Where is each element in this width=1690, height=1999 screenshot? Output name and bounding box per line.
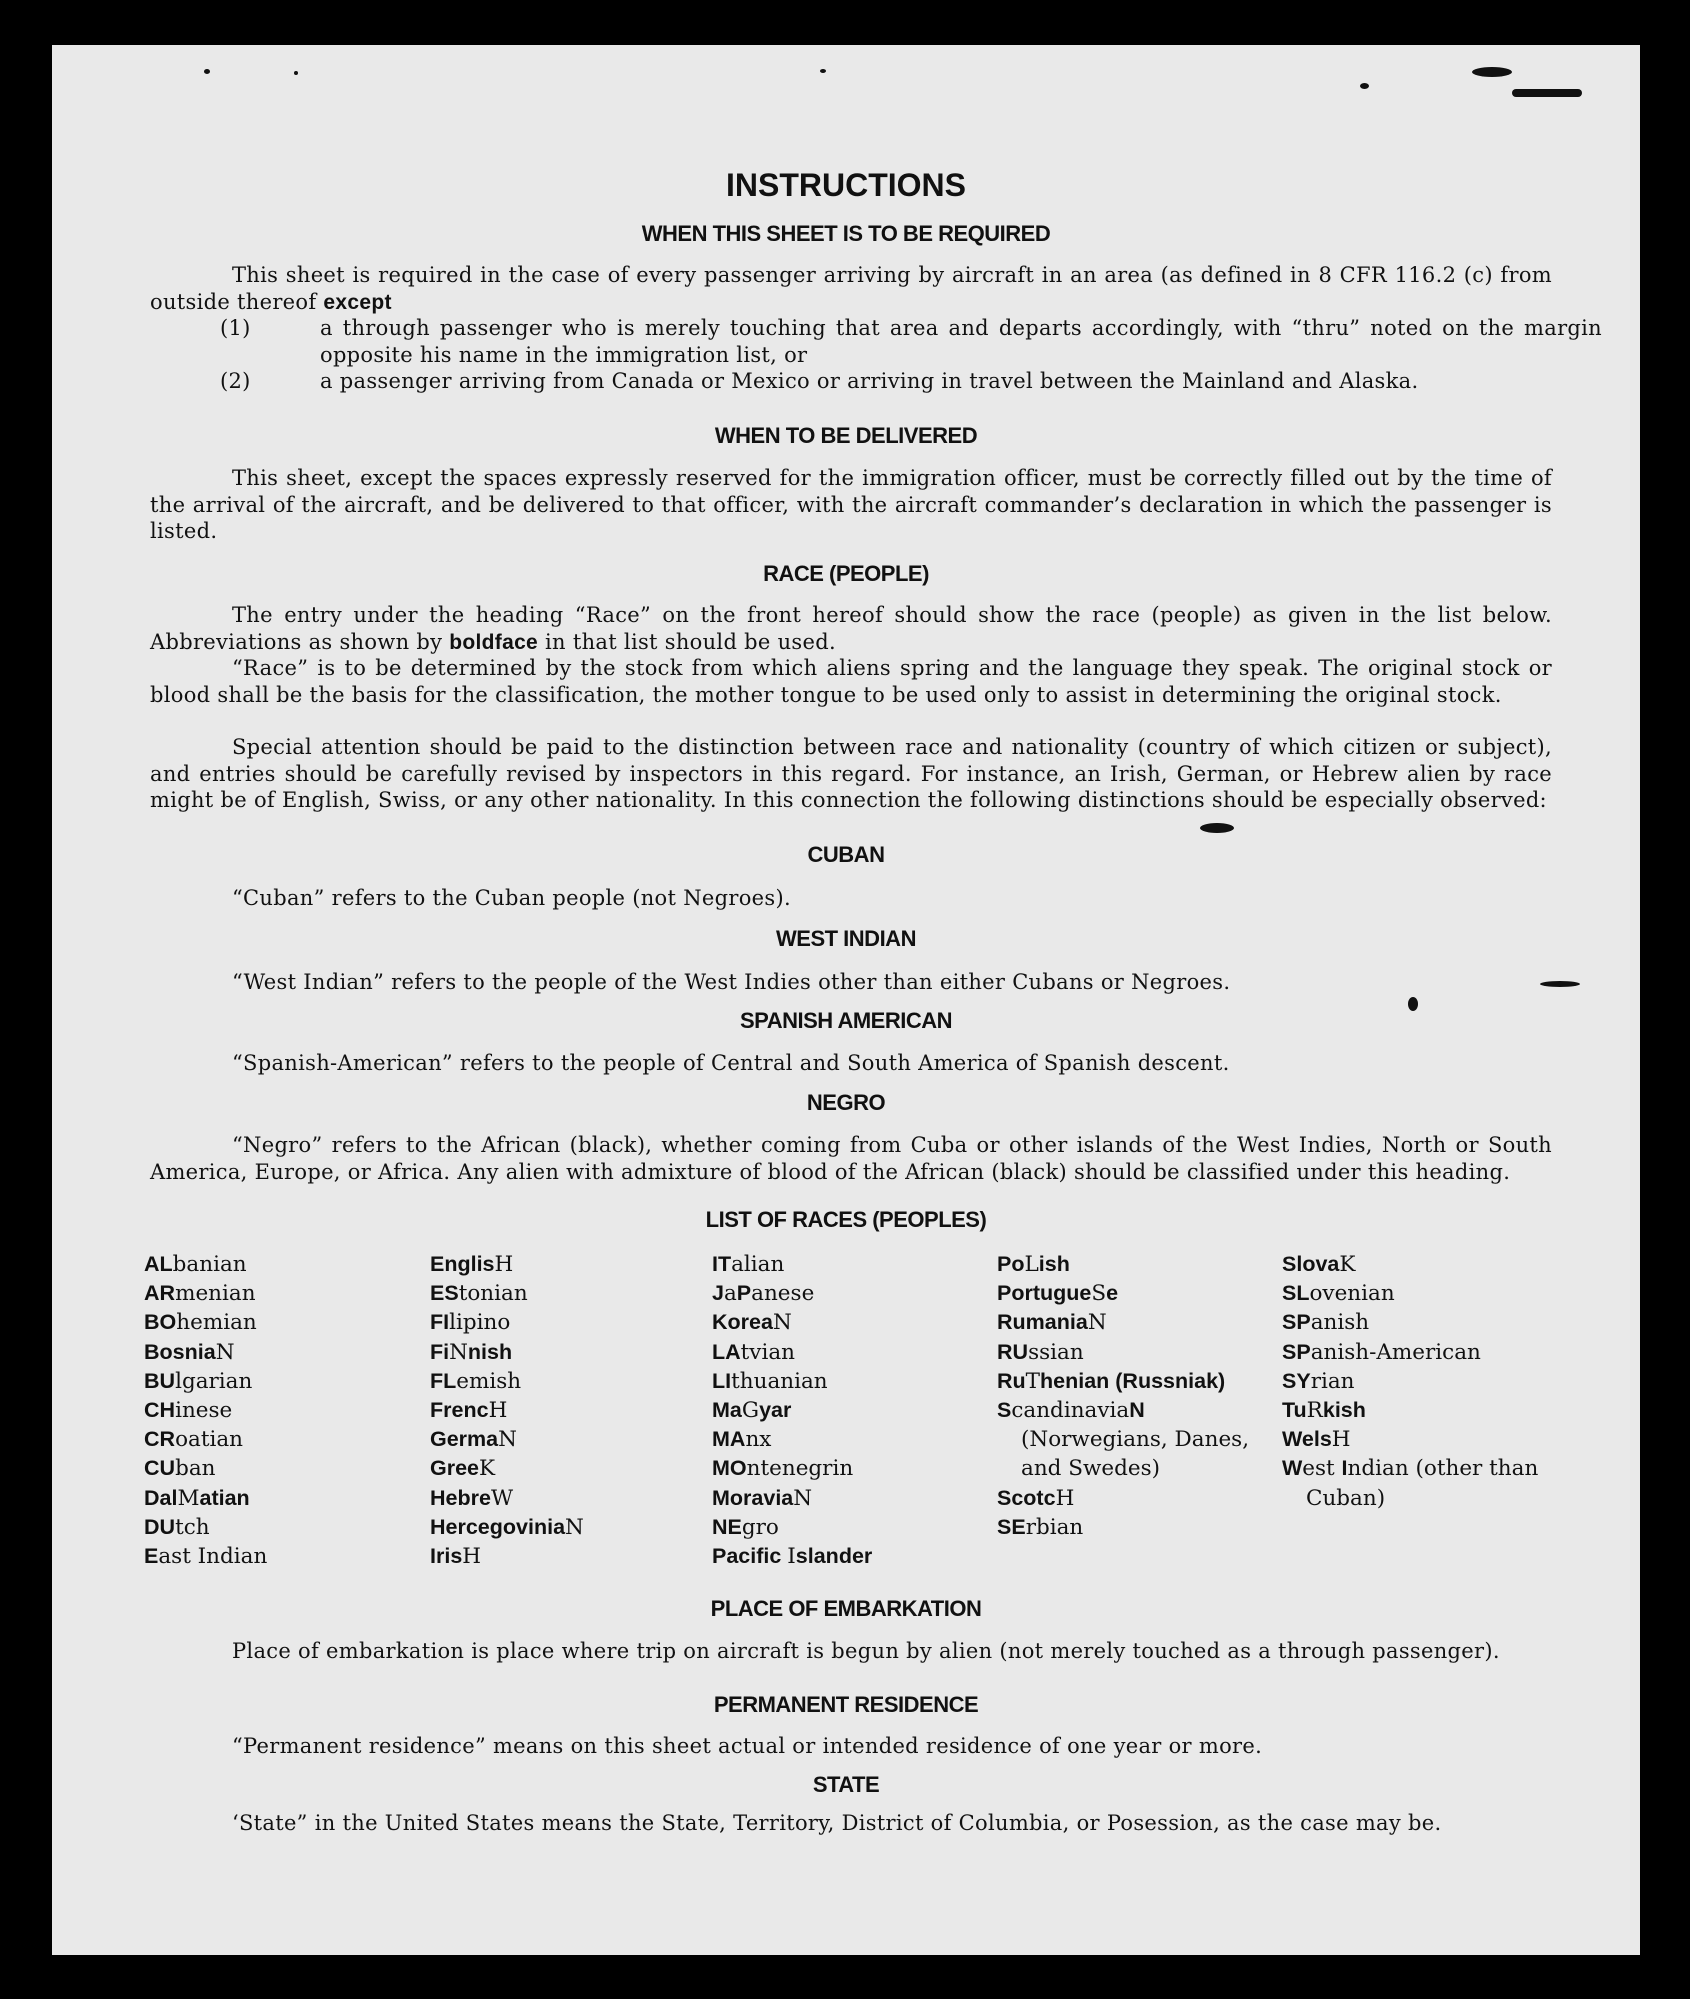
race-rest: N [498, 1427, 517, 1453]
race-rest: alian [731, 1252, 785, 1277]
race-entry [712, 1250, 982, 1279]
race-abbrev: slander [795, 1544, 873, 1569]
race-abbrev: CR [144, 1427, 176, 1452]
race-abbrev: LA [712, 1339, 741, 1364]
race-abbrev: N [1129, 1398, 1145, 1423]
race-entry [712, 1513, 982, 1542]
race-rest: ssian [1028, 1339, 1084, 1365]
race-entry [712, 1454, 982, 1483]
race-rest: H [1331, 1427, 1351, 1453]
race-rest: S [1091, 1281, 1107, 1307]
race-entry [144, 1396, 414, 1425]
race-abbrev: IT [712, 1252, 732, 1276]
race-abbrev: RU [997, 1339, 1029, 1364]
race-entry [430, 1425, 700, 1454]
race-entry [430, 1513, 700, 1542]
race-rest: anish-American [1310, 1339, 1481, 1365]
scan-speck [1512, 89, 1582, 97]
races-list-heading: LIST OF RACES (PEOPLES) [705, 1207, 987, 1232]
west-indian-text: “West Indian” refers to the people of the West Indies other than either Cubans or Negroes. [232, 970, 1231, 994]
race-entry [997, 1338, 1265, 1367]
race-abbrev: Korea [712, 1310, 773, 1335]
race-abbrev: Bosnia [144, 1339, 216, 1364]
race-rest: I [787, 1544, 796, 1570]
race-entry [997, 1308, 1265, 1337]
spanish-american-text: “Spanish-American” refers to the people of Central and South America of Spanish descent. [232, 1051, 1230, 1075]
race-abbrev: SP [1282, 1310, 1311, 1335]
race-rest: ban [175, 1456, 216, 1482]
race-rest: K [1339, 1252, 1356, 1277]
race-rest: N [565, 1514, 584, 1540]
page-title: INSTRUCTIONS [726, 167, 966, 203]
race-abbrev: S [997, 1398, 1012, 1423]
race-abbrev: atian [199, 1485, 250, 1510]
race-rest: (Norwegians, Danes, and Swedes) [1021, 1427, 1250, 1482]
race-abbrev: Scotc [997, 1485, 1056, 1510]
scan-speck [1360, 83, 1369, 89]
race-abbrev: P [736, 1281, 752, 1306]
race-abbrev: ish [1038, 1252, 1070, 1276]
negro-text: “Negro” refers to the African (black), whether coming from Cuba or other islands of the West Indies, North or South America, Europe, or Africa. Any alien with admixture of blood of the African (black) should be classified under this heading. [150, 1133, 1552, 1184]
race-entry [712, 1367, 982, 1396]
document-page [52, 45, 1640, 1955]
race-rest: L [1024, 1252, 1039, 1277]
section-heading-race: RACE (PEOPLE) [763, 561, 929, 586]
embarkation-text: Place of embarkation is place where trip on aircraft is begun by alien (not merely touched as a through passenger). [232, 1639, 1500, 1663]
race-abbrev: Dal [144, 1485, 178, 1510]
race-rest: anish [1310, 1310, 1370, 1336]
race-rest: G [741, 1398, 760, 1424]
race-abbrev: Po [997, 1252, 1025, 1276]
race-abbrev: Fi [430, 1339, 450, 1364]
race-entry [712, 1542, 982, 1571]
race-entry [997, 1279, 1265, 1308]
state-text: ‘State” in the United States means the State, Territory, District of Columbia, or Posession, as the case may be. [232, 1811, 1442, 1835]
race-rest: inese [175, 1398, 233, 1424]
races-column [1282, 1250, 1542, 1513]
race-rest: tvian [740, 1339, 795, 1365]
race-abbrev: Wels [1282, 1427, 1332, 1452]
race-rest: anese [751, 1281, 815, 1307]
race-abbrev: Gree [430, 1456, 480, 1481]
section-heading-residence: PERMANENT RESIDENCE [713, 1692, 979, 1717]
race-abbrev: ES [430, 1281, 459, 1306]
race-entry [1282, 1250, 1542, 1279]
scan-speck [1472, 67, 1512, 77]
race-entry [997, 1513, 1265, 1542]
race-rest: ovenian [1309, 1281, 1395, 1307]
race-abbrev: LI [712, 1368, 732, 1393]
race-rest: menian [175, 1281, 256, 1307]
section-heading-cuban: CUBAN [807, 842, 885, 867]
race-entry [144, 1425, 414, 1454]
residence-text: “Permanent residence” means on this sheet actual or intended residence of one year or more. [232, 1734, 1263, 1758]
race-rest: a [723, 1281, 737, 1307]
race-rest: K [479, 1456, 496, 1482]
race-rest: ntenegrin [746, 1456, 854, 1482]
race-abbrev: Slova [1282, 1252, 1340, 1276]
race-entry [430, 1308, 700, 1337]
race-rest: hemian [176, 1310, 257, 1336]
race-entry [430, 1367, 700, 1396]
races-column [144, 1250, 414, 1571]
race-abbrev: Pacific [712, 1544, 788, 1569]
race-entry [430, 1396, 700, 1425]
scan-speck [1200, 823, 1234, 833]
scan-speck [204, 69, 210, 74]
race-abbrev: Frenc [430, 1398, 489, 1423]
race-abbrev: SP [1282, 1339, 1311, 1364]
race-rest: est [1302, 1456, 1342, 1482]
race-rest: tonian [458, 1281, 528, 1307]
race-entry [430, 1338, 700, 1367]
race-rest: N [449, 1339, 468, 1365]
race-rest: rbian [1025, 1514, 1084, 1540]
race-entry [430, 1542, 700, 1571]
race-entry [1282, 1367, 1542, 1396]
section-heading-west-indian: WEST INDIAN [776, 926, 916, 951]
race-entry [1282, 1396, 1542, 1425]
scan-speck [294, 71, 298, 75]
race-entry [997, 1367, 1265, 1396]
race-rest: banian [172, 1252, 247, 1277]
required-item-1: (1) a through passenger who is merely touching that area and departs accordingly, with “thru” noted on the margin opposite his name in the immigration list, or [220, 316, 1602, 367]
races-column [430, 1250, 700, 1571]
race-rest: N [793, 1485, 813, 1511]
race-entry [712, 1279, 982, 1308]
race-rest: H [488, 1398, 508, 1424]
race-entry [997, 1396, 1265, 1484]
race-rest: T [1025, 1368, 1041, 1394]
race-paragraph-1: The entry under the heading “Race” on the front hereof should show the race (people) as given in the list below. Abbreviations as shown by boldface in that list should be used. [150, 603, 1552, 654]
race-rest: candinavia [1011, 1398, 1130, 1424]
race-rest: lipino [449, 1310, 511, 1336]
race-abbrev: henian (Russniak) [1040, 1368, 1226, 1393]
race-entry [430, 1250, 700, 1279]
race-abbrev: MO [712, 1456, 747, 1481]
race-abbrev: FL [430, 1368, 457, 1393]
race-rest: rian [1310, 1368, 1355, 1394]
race-rest: emish [456, 1368, 522, 1394]
race-abbrev: SL [1282, 1281, 1310, 1306]
race-abbrev: W [1282, 1456, 1303, 1481]
race-rest: ndian (other than Cuban) [1306, 1456, 1539, 1511]
race-rest: nx [745, 1427, 772, 1453]
scan-speck [820, 69, 826, 73]
race-abbrev: kish [1322, 1398, 1366, 1423]
section-heading-negro: NEGRO [806, 1090, 886, 1115]
race-rest: H [462, 1544, 482, 1570]
race-abbrev: NE [712, 1514, 742, 1539]
race-abbrev: DU [144, 1514, 176, 1539]
race-entry [144, 1250, 414, 1279]
race-rest: ast Indian [158, 1544, 268, 1570]
race-paragraph-2: “Race” is to be determined by the stock from which aliens spring and the language they speak. The original stock or blood shall be the basis for the classification, the mother tongue to be used only to assist in determining the original stock. [150, 656, 1552, 707]
race-abbrev: Ma [712, 1398, 742, 1423]
race-entry [1282, 1425, 1542, 1454]
race-entry [712, 1425, 982, 1454]
race-entry [430, 1454, 700, 1483]
race-entry [1282, 1338, 1542, 1367]
race-abbrev: I [1341, 1456, 1348, 1481]
race-abbrev: Hebre [430, 1485, 491, 1510]
race-abbrev: Iris [430, 1544, 463, 1569]
race-entry [712, 1338, 982, 1367]
race-abbrev: nish [467, 1339, 513, 1364]
required-item-2: (2) a passenger arriving from Canada or Mexico or arriving in travel between the Mainland and Alaska. [220, 369, 1419, 393]
section-heading-spanish-american: SPANISH AMERICAN [739, 1008, 952, 1033]
race-rest: H [1055, 1485, 1075, 1511]
race-entry [430, 1484, 700, 1513]
section-heading-delivered: WHEN TO BE DELIVERED [714, 423, 978, 448]
required-intro: This sheet is required in the case of every passenger arriving by aircraft in an area (as defined in 8 CFR 116.2 (c) from outside thereof except [150, 263, 1552, 314]
race-entry [144, 1338, 414, 1367]
section-heading-required: WHEN THIS SHEET IS TO BE REQUIRED [641, 221, 1051, 246]
race-rest: N [772, 1310, 792, 1336]
race-abbrev: AL [144, 1252, 173, 1276]
race-entry [712, 1396, 982, 1425]
race-entry [997, 1250, 1265, 1279]
race-abbrev: MA [712, 1427, 746, 1452]
race-abbrev: AR [144, 1281, 176, 1306]
race-entry [144, 1454, 414, 1483]
race-abbrev: SY [1282, 1368, 1311, 1393]
race-entry [1282, 1308, 1542, 1337]
delivered-text: This sheet, except the spaces expressly reserved for the immigration officer, must be correctly filled out by the time of the arrival of the aircraft, and be delivered to that officer, with the aircraft commander’s declaration in which the passenger is listed. [150, 466, 1552, 543]
race-entry [144, 1542, 414, 1571]
race-abbrev: Hercegovinia [430, 1514, 566, 1539]
race-entry [1282, 1454, 1542, 1512]
race-abbrev: Englis [430, 1252, 495, 1276]
race-rest: N [215, 1339, 235, 1365]
race-rest: N [1087, 1310, 1107, 1336]
race-rest: M [177, 1485, 200, 1511]
race-abbrev: FI [430, 1310, 450, 1335]
race-rest: tch [175, 1514, 210, 1540]
race-abbrev: e [1106, 1281, 1119, 1306]
race-abbrev: J [712, 1281, 724, 1306]
race-rest: oatian [175, 1427, 244, 1453]
race-rest: W [490, 1485, 514, 1511]
race-abbrev: CH [144, 1398, 176, 1423]
section-heading-embarkation: PLACE OF EMBARKATION [710, 1596, 982, 1621]
race-entry [144, 1484, 414, 1513]
race-entry [144, 1308, 414, 1337]
race-abbrev: Portugue [997, 1281, 1092, 1306]
race-entry [144, 1367, 414, 1396]
race-rest: R [1306, 1398, 1323, 1424]
section-heading-state: STATE [812, 1772, 880, 1797]
race-rest: lgarian [175, 1368, 253, 1394]
race-abbrev: BU [144, 1368, 176, 1393]
race-entry [712, 1308, 982, 1337]
race-abbrev: Ru [997, 1368, 1026, 1393]
race-rest: H [494, 1252, 514, 1277]
race-entry [144, 1279, 414, 1308]
race-abbrev: BO [144, 1310, 177, 1335]
race-abbrev: Rumania [997, 1310, 1088, 1335]
race-rest: thuanian [731, 1368, 828, 1394]
races-column [712, 1250, 982, 1571]
race-abbrev: Germa [430, 1427, 499, 1452]
races-column [997, 1250, 1265, 1542]
race-entry [144, 1513, 414, 1542]
race-abbrev: Moravia [712, 1485, 794, 1510]
race-abbrev: E [144, 1544, 159, 1569]
race-abbrev: SE [997, 1514, 1026, 1539]
cuban-text: “Cuban” refers to the Cuban people (not Negroes). [232, 886, 791, 910]
race-entry [1282, 1279, 1542, 1308]
race-rest: gro [741, 1514, 779, 1540]
race-abbrev: Tu [1282, 1398, 1307, 1423]
race-paragraph-3: Special attention should be paid to the distinction between race and nationality (country of which citizen or subject), and entries should be carefully revised by inspectors in this regard. For instance, an Irish, German, or Hebrew alien by race might be of English, Swiss, or any other nationality. In this connection the following distinctions should be especially observed: [150, 735, 1552, 812]
race-entry [997, 1484, 1265, 1513]
race-entry [430, 1279, 700, 1308]
race-abbrev: CU [144, 1456, 176, 1481]
race-entry [712, 1484, 982, 1513]
race-abbrev: yar [759, 1398, 792, 1423]
